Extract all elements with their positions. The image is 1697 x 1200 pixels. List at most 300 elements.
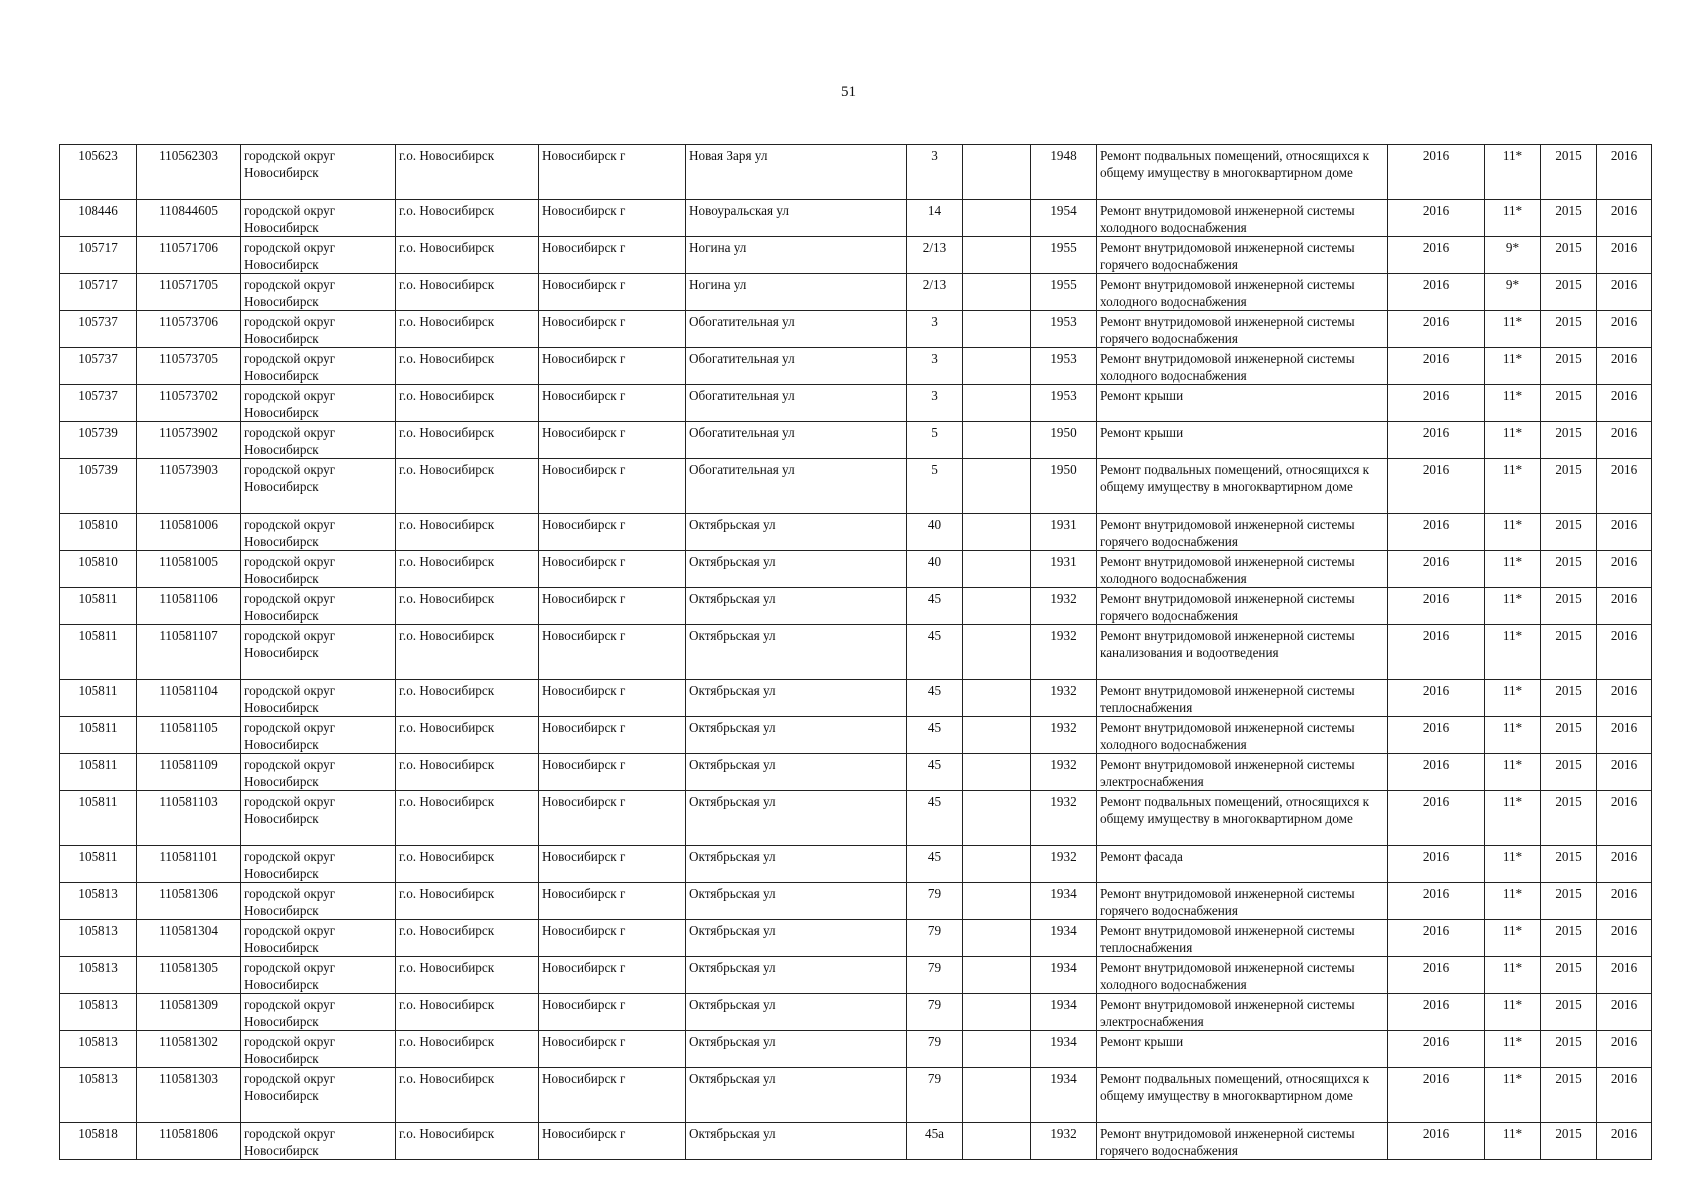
table-row [60,385,1652,422]
work-type-cell: Ремонт внутридомовой инженерной системы холодного водоснабжения [1097,957,1388,994]
record-id-cell: 110581109 [137,754,241,791]
priority-cell: 11* [1485,551,1541,588]
plan-year-cell: 2016 [1388,1031,1485,1068]
end-year-cell: 2016 [1597,514,1652,551]
plan-year-cell: 2016 [1388,274,1485,311]
table-row [60,625,1652,680]
plan-year-cell: 2016 [1388,994,1485,1031]
work-type-cell: Ремонт подвальных помещений, относящихся к общему имуществу в многоквартирном доме [1097,791,1388,846]
start-year-cell: 2015 [1541,1123,1597,1160]
building-cell [963,274,1031,311]
record-id-cell: 110581302 [137,1031,241,1068]
building-cell [963,145,1031,200]
work-type-cell: Ремонт внутридомовой инженерной системы теплоснабжения [1097,920,1388,957]
end-year-cell: 2016 [1597,422,1652,459]
locality-cell: Новосибирск г [539,957,686,994]
work-type-cell: Ремонт внутридомовой инженерной системы канализования и водоотведения [1097,625,1388,680]
house-id-cell: 108446 [60,200,137,237]
house-number-cell: 45 [907,625,963,680]
municipality-cell: городской округ Новосибирск [241,145,396,200]
municipality-cell: городской округ Новосибирск [241,348,396,385]
district-cell: г.о. Новосибирск [396,311,539,348]
table-row [60,145,1652,200]
district-cell: г.о. Новосибирск [396,957,539,994]
registry-table [59,144,1652,1160]
start-year-cell: 2015 [1541,717,1597,754]
street-cell: Обогатительная ул [686,311,907,348]
house-id-cell: 105811 [60,680,137,717]
work-type-cell: Ремонт крыши [1097,422,1388,459]
street-cell: Октябрьская ул [686,754,907,791]
priority-cell: 11* [1485,846,1541,883]
municipality-cell: городской округ Новосибирск [241,551,396,588]
plan-year-cell: 2016 [1388,145,1485,200]
locality-cell: Новосибирск г [539,274,686,311]
plan-year-cell: 2016 [1388,459,1485,514]
record-id-cell: 110573705 [137,348,241,385]
work-type-cell: Ремонт внутридомовой инженерной системы горячего водоснабжения [1097,311,1388,348]
record-id-cell: 110573706 [137,311,241,348]
house-number-cell: 79 [907,957,963,994]
priority-cell: 11* [1485,791,1541,846]
locality-cell: Новосибирск г [539,920,686,957]
district-cell: г.о. Новосибирск [396,385,539,422]
locality-cell: Новосибирск г [539,311,686,348]
building-cell [963,385,1031,422]
street-cell: Обогатительная ул [686,459,907,514]
plan-year-cell: 2016 [1388,200,1485,237]
start-year-cell: 2015 [1541,1031,1597,1068]
district-cell: г.о. Новосибирск [396,1031,539,1068]
end-year-cell: 2016 [1597,680,1652,717]
street-cell: Октябрьская ул [686,680,907,717]
record-id-cell: 110581005 [137,551,241,588]
house-id-cell: 105811 [60,754,137,791]
district-cell: г.о. Новосибирск [396,625,539,680]
house-id-cell: 105737 [60,385,137,422]
priority-cell: 11* [1485,1068,1541,1123]
house-id-cell: 105811 [60,717,137,754]
end-year-cell: 2016 [1597,385,1652,422]
priority-cell: 11* [1485,1031,1541,1068]
table-row [60,883,1652,920]
locality-cell: Новосибирск г [539,625,686,680]
house-id-cell: 105813 [60,1031,137,1068]
house-number-cell: 79 [907,920,963,957]
table-row [60,791,1652,846]
house-number-cell: 45а [907,1123,963,1160]
end-year-cell: 2016 [1597,311,1652,348]
locality-cell: Новосибирск г [539,551,686,588]
house-id-cell: 105813 [60,920,137,957]
street-cell: Октябрьская ул [686,1123,907,1160]
year-built-cell: 1931 [1031,514,1097,551]
end-year-cell: 2016 [1597,920,1652,957]
priority-cell: 11* [1485,754,1541,791]
table-row [60,1031,1652,1068]
locality-cell: Новосибирск г [539,791,686,846]
start-year-cell: 2015 [1541,459,1597,514]
year-built-cell: 1932 [1031,1123,1097,1160]
plan-year-cell: 2016 [1388,1068,1485,1123]
municipality-cell: городской округ Новосибирск [241,680,396,717]
work-type-cell: Ремонт внутридомовой инженерной системы холодного водоснабжения [1097,348,1388,385]
end-year-cell: 2016 [1597,459,1652,514]
record-id-cell: 110844605 [137,200,241,237]
street-cell: Новая Заря ул [686,145,907,200]
locality-cell: Новосибирск г [539,883,686,920]
building-cell [963,754,1031,791]
street-cell: Октябрьская ул [686,514,907,551]
house-id-cell: 105717 [60,237,137,274]
house-id-cell: 105813 [60,1068,137,1123]
building-cell [963,348,1031,385]
end-year-cell: 2016 [1597,348,1652,385]
house-id-cell: 105811 [60,791,137,846]
year-built-cell: 1955 [1031,237,1097,274]
work-type-cell: Ремонт внутридомовой инженерной системы горячего водоснабжения [1097,1123,1388,1160]
street-cell: Октябрьская ул [686,717,907,754]
priority-cell: 11* [1485,957,1541,994]
district-cell: г.о. Новосибирск [396,1068,539,1123]
record-id-cell: 110573903 [137,459,241,514]
house-id-cell: 105717 [60,274,137,311]
locality-cell: Новосибирск г [539,717,686,754]
building-cell [963,846,1031,883]
year-built-cell: 1934 [1031,957,1097,994]
end-year-cell: 2016 [1597,883,1652,920]
work-type-cell: Ремонт внутридомовой инженерной системы горячего водоснабжения [1097,883,1388,920]
start-year-cell: 2015 [1541,551,1597,588]
district-cell: г.о. Новосибирск [396,514,539,551]
plan-year-cell: 2016 [1388,237,1485,274]
plan-year-cell: 2016 [1388,846,1485,883]
house-number-cell: 79 [907,1068,963,1123]
house-id-cell: 105811 [60,846,137,883]
plan-year-cell: 2016 [1388,680,1485,717]
district-cell: г.о. Новосибирск [396,994,539,1031]
municipality-cell: городской округ Новосибирск [241,1123,396,1160]
work-type-cell: Ремонт подвальных помещений, относящихся к общему имуществу в многоквартирном доме [1097,459,1388,514]
municipality-cell: городской округ Новосибирск [241,514,396,551]
house-number-cell: 45 [907,680,963,717]
plan-year-cell: 2016 [1388,791,1485,846]
record-id-cell: 110571706 [137,237,241,274]
table-row [60,754,1652,791]
building-cell [963,514,1031,551]
plan-year-cell: 2016 [1388,514,1485,551]
year-built-cell: 1953 [1031,348,1097,385]
priority-cell: 11* [1485,1123,1541,1160]
start-year-cell: 2015 [1541,791,1597,846]
plan-year-cell: 2016 [1388,311,1485,348]
municipality-cell: городской округ Новосибирск [241,1068,396,1123]
house-id-cell: 105813 [60,883,137,920]
plan-year-cell: 2016 [1388,348,1485,385]
year-built-cell: 1948 [1031,145,1097,200]
plan-year-cell: 2016 [1388,385,1485,422]
record-id-cell: 110581107 [137,625,241,680]
house-number-cell: 79 [907,883,963,920]
year-built-cell: 1932 [1031,717,1097,754]
start-year-cell: 2015 [1541,625,1597,680]
district-cell: г.о. Новосибирск [396,422,539,459]
street-cell: Обогатительная ул [686,348,907,385]
district-cell: г.о. Новосибирск [396,791,539,846]
start-year-cell: 2015 [1541,422,1597,459]
priority-cell: 11* [1485,514,1541,551]
plan-year-cell: 2016 [1388,588,1485,625]
building-cell [963,311,1031,348]
house-number-cell: 45 [907,754,963,791]
municipality-cell: городской округ Новосибирск [241,625,396,680]
house-id-cell: 105811 [60,625,137,680]
street-cell: Обогатительная ул [686,385,907,422]
record-id-cell: 110573902 [137,422,241,459]
table-row [60,551,1652,588]
end-year-cell: 2016 [1597,754,1652,791]
work-type-cell: Ремонт внутридомовой инженерной системы электроснабжения [1097,754,1388,791]
plan-year-cell: 2016 [1388,754,1485,791]
street-cell: Октябрьская ул [686,1068,907,1123]
locality-cell: Новосибирск г [539,588,686,625]
year-built-cell: 1932 [1031,588,1097,625]
plan-year-cell: 2016 [1388,920,1485,957]
work-type-cell: Ремонт крыши [1097,385,1388,422]
table-row [60,846,1652,883]
municipality-cell: городской округ Новосибирск [241,200,396,237]
table-row [60,348,1652,385]
year-built-cell: 1934 [1031,1068,1097,1123]
start-year-cell: 2015 [1541,145,1597,200]
record-id-cell: 110581103 [137,791,241,846]
work-type-cell: Ремонт внутридомовой инженерной системы электроснабжения [1097,994,1388,1031]
work-type-cell: Ремонт подвальных помещений, относящихся к общему имуществу в многоквартирном доме [1097,145,1388,200]
house-number-cell: 2/13 [907,274,963,311]
start-year-cell: 2015 [1541,883,1597,920]
page-number: 51 [841,84,856,100]
priority-cell: 11* [1485,625,1541,680]
start-year-cell: 2015 [1541,994,1597,1031]
locality-cell: Новосибирск г [539,846,686,883]
table-row [60,200,1652,237]
house-id-cell: 105810 [60,514,137,551]
table-row [60,459,1652,514]
house-number-cell: 79 [907,994,963,1031]
municipality-cell: городской округ Новосибирск [241,1031,396,1068]
priority-cell: 9* [1485,274,1541,311]
priority-cell: 11* [1485,311,1541,348]
district-cell: г.о. Новосибирск [396,274,539,311]
priority-cell: 11* [1485,145,1541,200]
year-built-cell: 1932 [1031,791,1097,846]
house-id-cell: 105737 [60,311,137,348]
start-year-cell: 2015 [1541,348,1597,385]
end-year-cell: 2016 [1597,625,1652,680]
building-cell [963,994,1031,1031]
building-cell [963,237,1031,274]
locality-cell: Новосибирск г [539,237,686,274]
year-built-cell: 1932 [1031,680,1097,717]
table-row [60,957,1652,994]
municipality-cell: городской округ Новосибирск [241,311,396,348]
year-built-cell: 1934 [1031,1031,1097,1068]
record-id-cell: 110573702 [137,385,241,422]
work-type-cell: Ремонт внутридомовой инженерной системы холодного водоснабжения [1097,200,1388,237]
district-cell: г.о. Новосибирск [396,200,539,237]
year-built-cell: 1932 [1031,625,1097,680]
work-type-cell: Ремонт внутридомовой инженерной системы холодного водоснабжения [1097,274,1388,311]
locality-cell: Новосибирск г [539,1031,686,1068]
work-type-cell: Ремонт внутридомовой инженерной системы теплоснабжения [1097,680,1388,717]
priority-cell: 11* [1485,385,1541,422]
municipality-cell: городской округ Новосибирск [241,846,396,883]
end-year-cell: 2016 [1597,994,1652,1031]
street-cell: Октябрьская ул [686,1031,907,1068]
table-row [60,588,1652,625]
record-id-cell: 110581303 [137,1068,241,1123]
locality-cell: Новосибирск г [539,994,686,1031]
table-row [60,680,1652,717]
building-cell [963,680,1031,717]
year-built-cell: 1934 [1031,920,1097,957]
district-cell: г.о. Новосибирск [396,920,539,957]
end-year-cell: 2016 [1597,551,1652,588]
house-id-cell: 105739 [60,459,137,514]
end-year-cell: 2016 [1597,145,1652,200]
plan-year-cell: 2016 [1388,957,1485,994]
record-id-cell: 110581101 [137,846,241,883]
table-row [60,311,1652,348]
street-cell: Октябрьская ул [686,551,907,588]
year-built-cell: 1953 [1031,311,1097,348]
year-built-cell: 1932 [1031,846,1097,883]
house-number-cell: 3 [907,348,963,385]
municipality-cell: городской округ Новосибирск [241,754,396,791]
locality-cell: Новосибирск г [539,200,686,237]
house-number-cell: 3 [907,145,963,200]
district-cell: г.о. Новосибирск [396,1123,539,1160]
start-year-cell: 2015 [1541,514,1597,551]
locality-cell: Новосибирск г [539,348,686,385]
year-built-cell: 1950 [1031,459,1097,514]
year-built-cell: 1932 [1031,754,1097,791]
table-row [60,274,1652,311]
building-cell [963,1031,1031,1068]
record-id-cell: 110562303 [137,145,241,200]
municipality-cell: городской округ Новосибирск [241,237,396,274]
municipality-cell: городской округ Новосибирск [241,883,396,920]
district-cell: г.о. Новосибирск [396,717,539,754]
end-year-cell: 2016 [1597,846,1652,883]
start-year-cell: 2015 [1541,920,1597,957]
district-cell: г.о. Новосибирск [396,846,539,883]
table-row [60,237,1652,274]
start-year-cell: 2015 [1541,754,1597,791]
start-year-cell: 2015 [1541,237,1597,274]
record-id-cell: 110571705 [137,274,241,311]
record-id-cell: 110581006 [137,514,241,551]
district-cell: г.о. Новосибирск [396,680,539,717]
building-cell [963,883,1031,920]
street-cell: Ногина ул [686,237,907,274]
building-cell [963,791,1031,846]
record-id-cell: 110581106 [137,588,241,625]
table-row [60,1068,1652,1123]
locality-cell: Новосибирск г [539,1068,686,1123]
district-cell: г.о. Новосибирск [396,551,539,588]
priority-cell: 11* [1485,920,1541,957]
house-id-cell: 105737 [60,348,137,385]
year-built-cell: 1954 [1031,200,1097,237]
end-year-cell: 2016 [1597,200,1652,237]
building-cell [963,588,1031,625]
street-cell: Октябрьская ул [686,791,907,846]
priority-cell: 11* [1485,459,1541,514]
work-type-cell: Ремонт внутридомовой инженерной системы холодного водоснабжения [1097,551,1388,588]
house-number-cell: 40 [907,514,963,551]
municipality-cell: городской округ Новосибирск [241,717,396,754]
plan-year-cell: 2016 [1388,422,1485,459]
locality-cell: Новосибирск г [539,422,686,459]
start-year-cell: 2015 [1541,200,1597,237]
house-number-cell: 40 [907,551,963,588]
locality-cell: Новосибирск г [539,145,686,200]
municipality-cell: городской округ Новосибирск [241,920,396,957]
house-id-cell: 105623 [60,145,137,200]
priority-cell: 11* [1485,680,1541,717]
start-year-cell: 2015 [1541,846,1597,883]
priority-cell: 11* [1485,717,1541,754]
end-year-cell: 2016 [1597,274,1652,311]
street-cell: Обогатительная ул [686,422,907,459]
house-number-cell: 79 [907,1031,963,1068]
table-row [60,920,1652,957]
street-cell: Октябрьская ул [686,957,907,994]
building-cell [963,200,1031,237]
street-cell: Октябрьская ул [686,994,907,1031]
house-number-cell: 5 [907,459,963,514]
building-cell [963,625,1031,680]
district-cell: г.о. Новосибирск [396,145,539,200]
priority-cell: 11* [1485,994,1541,1031]
year-built-cell: 1953 [1031,385,1097,422]
municipality-cell: городской округ Новосибирск [241,274,396,311]
work-type-cell: Ремонт внутридомовой инженерной системы горячего водоснабжения [1097,514,1388,551]
house-id-cell: 105818 [60,1123,137,1160]
record-id-cell: 110581304 [137,920,241,957]
district-cell: г.о. Новосибирск [396,754,539,791]
end-year-cell: 2016 [1597,717,1652,754]
municipality-cell: городской округ Новосибирск [241,422,396,459]
district-cell: г.о. Новосибирск [396,348,539,385]
street-cell: Октябрьская ул [686,883,907,920]
table-row [60,994,1652,1031]
end-year-cell: 2016 [1597,1031,1652,1068]
priority-cell: 11* [1485,348,1541,385]
start-year-cell: 2015 [1541,274,1597,311]
year-built-cell: 1934 [1031,883,1097,920]
locality-cell: Новосибирск г [539,459,686,514]
work-type-cell: Ремонт внутридомовой инженерной системы горячего водоснабжения [1097,588,1388,625]
end-year-cell: 2016 [1597,957,1652,994]
street-cell: Новоуральская ул [686,200,907,237]
street-cell: Октябрьская ул [686,588,907,625]
end-year-cell: 2016 [1597,237,1652,274]
year-built-cell: 1934 [1031,994,1097,1031]
building-cell [963,1123,1031,1160]
district-cell: г.о. Новосибирск [396,588,539,625]
